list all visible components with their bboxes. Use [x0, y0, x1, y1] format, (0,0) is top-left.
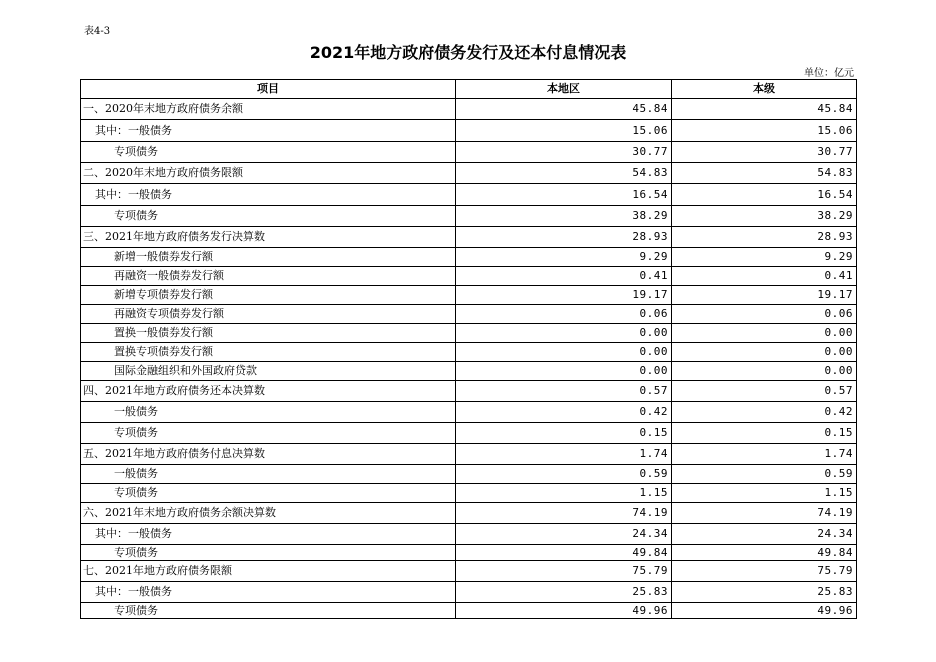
row-level-value: 15.06: [672, 120, 857, 142]
table-row: [81, 582, 857, 603]
row-item-name: 新增专项债券发行额: [81, 286, 456, 305]
header-level: 本级: [672, 80, 857, 99]
table-row: [81, 305, 857, 324]
row-region-value: 0.00: [456, 362, 672, 381]
row-region-value: 75.79: [456, 561, 672, 582]
row-level-value: 16.54: [672, 184, 857, 206]
row-level-value: 9.29: [672, 248, 857, 267]
row-item-name: 其中：一般债务: [81, 582, 456, 603]
row-level-value: 0.00: [672, 362, 857, 381]
row-region-value: 0.41: [456, 267, 672, 286]
table-body: [81, 99, 857, 619]
row-item-name: 专项债务: [81, 603, 456, 619]
row-level-value: 30.77: [672, 142, 857, 163]
row-region-value: 0.00: [456, 343, 672, 362]
row-item-name: 再融资一般债券发行额: [81, 267, 456, 286]
row-level-value: 0.00: [672, 324, 857, 343]
row-region-value: 1.74: [456, 444, 672, 465]
table-row: [81, 402, 857, 423]
row-level-value: 0.59: [672, 465, 857, 484]
row-item-name: 一、2020年末地方政府债务余额: [81, 99, 456, 120]
row-level-value: 38.29: [672, 206, 857, 227]
table-row: [81, 465, 857, 484]
table-number-label: 表4-3: [84, 26, 111, 37]
row-level-value: 0.00: [672, 343, 857, 362]
unit-label: 单位：亿元: [804, 68, 854, 79]
row-region-value: 9.29: [456, 248, 672, 267]
row-item-name: 一般债务: [81, 465, 456, 484]
table-row: [81, 120, 857, 142]
row-item-name: 六、2021年末地方政府债务余额决算数: [81, 503, 456, 524]
row-level-value: 25.83: [672, 582, 857, 603]
row-level-value: 49.84: [672, 545, 857, 561]
row-level-value: 0.06: [672, 305, 857, 324]
table-row: [81, 362, 857, 381]
row-item-name: 再融资专项债券发行额: [81, 305, 456, 324]
header-item: 项目: [81, 80, 456, 99]
debt-table: [80, 79, 857, 619]
table-row: [81, 286, 857, 305]
row-region-value: 28.93: [456, 227, 672, 248]
row-region-value: 0.06: [456, 305, 672, 324]
row-level-value: 0.42: [672, 402, 857, 423]
row-level-value: 74.19: [672, 503, 857, 524]
row-item-name: 专项债务: [81, 142, 456, 163]
row-region-value: 0.57: [456, 381, 672, 402]
row-item-name: 国际金融组织和外国政府贷款: [81, 362, 456, 381]
row-region-value: 24.34: [456, 524, 672, 545]
row-level-value: 0.57: [672, 381, 857, 402]
row-level-value: 75.79: [672, 561, 857, 582]
table-row: [81, 484, 857, 503]
row-region-value: 49.84: [456, 545, 672, 561]
row-item-name: 置换一般债券发行额: [81, 324, 456, 343]
row-item-name: 其中：一般债务: [81, 120, 456, 142]
row-region-value: 25.83: [456, 582, 672, 603]
row-level-value: 28.93: [672, 227, 857, 248]
row-item-name: 新增一般债券发行额: [81, 248, 456, 267]
table-row: [81, 163, 857, 184]
row-item-name: 专项债务: [81, 545, 456, 561]
header-region: 本地区: [456, 80, 672, 99]
row-level-value: 0.41: [672, 267, 857, 286]
row-item-name: 其中：一般债务: [81, 184, 456, 206]
row-region-value: 1.15: [456, 484, 672, 503]
row-item-name: 专项债务: [81, 206, 456, 227]
row-level-value: 49.96: [672, 603, 857, 619]
row-region-value: 38.29: [456, 206, 672, 227]
row-region-value: 0.00: [456, 324, 672, 343]
table-row: [81, 184, 857, 206]
row-level-value: 54.83: [672, 163, 857, 184]
table-row: [81, 603, 857, 619]
row-region-value: 45.84: [456, 99, 672, 120]
row-level-value: 24.34: [672, 524, 857, 545]
row-item-name: 一般债务: [81, 402, 456, 423]
row-region-value: 54.83: [456, 163, 672, 184]
row-region-value: 15.06: [456, 120, 672, 142]
row-item-name: 七、2021年地方政府债务限额: [81, 561, 456, 582]
row-item-name: 四、2021年地方政府债务还本决算数: [81, 381, 456, 402]
row-item-name: 其中：一般债务: [81, 524, 456, 545]
table-row: [81, 99, 857, 120]
row-item-name: 专项债务: [81, 423, 456, 444]
table-header-row: [81, 80, 857, 99]
table-row: [81, 381, 857, 402]
row-region-value: 74.19: [456, 503, 672, 524]
row-item-name: 三、2021年地方政府债务发行决算数: [81, 227, 456, 248]
row-region-value: 0.42: [456, 402, 672, 423]
table-row: [81, 561, 857, 582]
table-row: [81, 343, 857, 362]
table-row: [81, 142, 857, 163]
row-item-name: 五、2021年地方政府债务付息决算数: [81, 444, 456, 465]
table-row: [81, 206, 857, 227]
row-level-value: 1.74: [672, 444, 857, 465]
row-level-value: 0.15: [672, 423, 857, 444]
table-row: [81, 444, 857, 465]
table-row: [81, 324, 857, 343]
table-row: [81, 248, 857, 267]
table-row: [81, 545, 857, 561]
page-title: 2021年地方政府债务发行及还本付息情况表: [309, 43, 627, 62]
table-row: [81, 524, 857, 545]
row-item-name: 置换专项债券发行额: [81, 343, 456, 362]
table-row: [81, 503, 857, 524]
row-region-value: 49.96: [456, 603, 672, 619]
row-region-value: 16.54: [456, 184, 672, 206]
row-level-value: 19.17: [672, 286, 857, 305]
row-region-value: 0.59: [456, 465, 672, 484]
row-region-value: 30.77: [456, 142, 672, 163]
row-level-value: 45.84: [672, 99, 857, 120]
table-row: [81, 227, 857, 248]
row-item-name: 专项债务: [81, 484, 456, 503]
table-row: [81, 423, 857, 444]
table-row: [81, 267, 857, 286]
row-level-value: 1.15: [672, 484, 857, 503]
row-region-value: 0.15: [456, 423, 672, 444]
row-region-value: 19.17: [456, 286, 672, 305]
row-item-name: 二、2020年末地方政府债务限额: [81, 163, 456, 184]
